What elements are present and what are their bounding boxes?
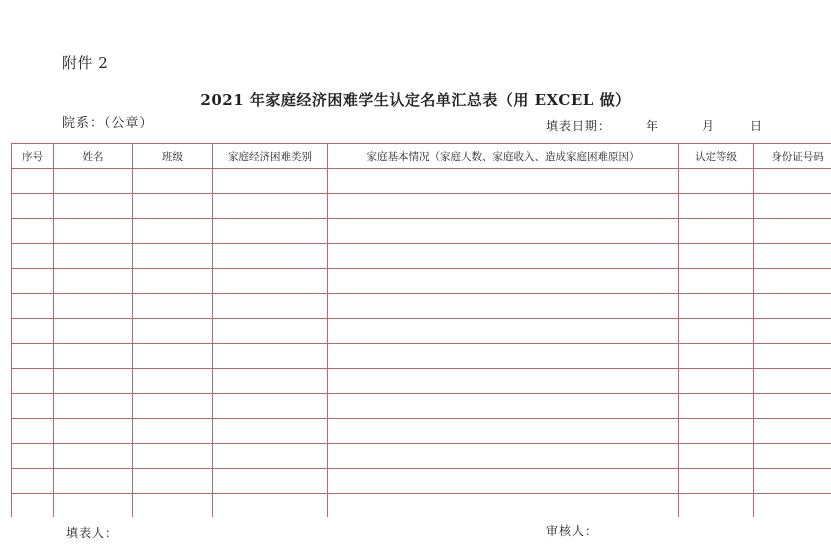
table-cell[interactable] xyxy=(54,419,133,444)
table-cell[interactable] xyxy=(328,219,679,244)
department-label: 院系：（公章） xyxy=(62,116,154,131)
table-cell[interactable] xyxy=(133,444,213,469)
table-cell[interactable] xyxy=(12,469,54,494)
table-cell[interactable] xyxy=(328,194,679,219)
table-cell[interactable] xyxy=(328,419,679,444)
table-cell[interactable] xyxy=(754,219,831,244)
table-cell[interactable] xyxy=(328,444,679,469)
table-row xyxy=(12,269,831,294)
table-row xyxy=(12,419,831,444)
table-cell[interactable] xyxy=(213,169,328,194)
col-header-family-situation: 家庭基本情况（家庭人数、家庭收入、造成家庭困难原因） xyxy=(328,144,679,169)
table-cell[interactable] xyxy=(213,494,328,518)
table-cell[interactable] xyxy=(679,494,754,518)
summary-table xyxy=(11,143,831,517)
table-cell[interactable] xyxy=(133,294,213,319)
table-cell[interactable] xyxy=(754,444,831,469)
table-cell[interactable] xyxy=(12,194,54,219)
table-row xyxy=(12,194,831,219)
table-cell[interactable] xyxy=(679,419,754,444)
table-cell[interactable] xyxy=(12,294,54,319)
table-cell[interactable] xyxy=(328,319,679,344)
fill-date-day: 日 xyxy=(750,119,764,133)
table-cell[interactable] xyxy=(328,394,679,419)
table-cell[interactable] xyxy=(679,469,754,494)
table-cell[interactable] xyxy=(328,344,679,369)
table-cell[interactable] xyxy=(133,269,213,294)
table-cell[interactable] xyxy=(328,244,679,269)
table-cell[interactable] xyxy=(679,194,754,219)
table-cell[interactable] xyxy=(328,169,679,194)
table-cell[interactable] xyxy=(54,269,133,294)
fill-date-month: 月 xyxy=(702,119,716,133)
table-cell[interactable] xyxy=(133,369,213,394)
table-row xyxy=(12,219,831,244)
table-cell[interactable] xyxy=(54,344,133,369)
table-cell[interactable] xyxy=(328,294,679,319)
table-cell[interactable] xyxy=(754,244,831,269)
table-cell[interactable] xyxy=(54,294,133,319)
table-cell[interactable] xyxy=(12,269,54,294)
table-cell[interactable] xyxy=(328,369,679,394)
table-cell[interactable] xyxy=(12,494,54,518)
table-cell[interactable] xyxy=(12,369,54,394)
col-header-class: 班级 xyxy=(133,144,213,169)
table-cell[interactable] xyxy=(213,444,328,469)
table-cell[interactable] xyxy=(213,219,328,244)
table-cell[interactable] xyxy=(12,219,54,244)
table-cell[interactable] xyxy=(12,419,54,444)
table-cell[interactable] xyxy=(54,394,133,419)
table-cell[interactable] xyxy=(12,169,54,194)
fill-date-year: 年 xyxy=(646,119,660,133)
table-cell[interactable] xyxy=(213,294,328,319)
table-cell[interactable] xyxy=(328,494,679,518)
table-cell[interactable] xyxy=(754,394,831,419)
table-cell[interactable] xyxy=(133,344,213,369)
table-cell[interactable] xyxy=(12,244,54,269)
table-cell[interactable] xyxy=(133,319,213,344)
table-cell[interactable] xyxy=(679,269,754,294)
table-cell[interactable] xyxy=(679,294,754,319)
table-cell[interactable] xyxy=(12,444,54,469)
table-cell[interactable] xyxy=(754,369,831,394)
reviewer-label: 审核人： xyxy=(546,524,599,538)
table-cell[interactable] xyxy=(12,394,54,419)
table-cell[interactable] xyxy=(12,319,54,344)
table-cell[interactable] xyxy=(133,469,213,494)
table-cell[interactable] xyxy=(754,194,831,219)
table-cell[interactable] xyxy=(12,344,54,369)
table-row xyxy=(12,469,831,494)
fill-date-label: 填表日期： xyxy=(546,119,612,133)
table-cell[interactable] xyxy=(213,319,328,344)
table-cell[interactable] xyxy=(54,244,133,269)
table-cell[interactable] xyxy=(213,419,328,444)
table-cell[interactable] xyxy=(133,219,213,244)
table-cell[interactable] xyxy=(54,169,133,194)
table-row xyxy=(12,494,831,518)
annex-label: 附件 2 xyxy=(62,54,109,72)
filler-label: 填表人： xyxy=(66,526,119,540)
table-cell[interactable] xyxy=(133,244,213,269)
table-body xyxy=(12,169,831,518)
table-cell[interactable] xyxy=(54,494,133,518)
page-title: 2021 年家庭经济困难学生认定名单汇总表（用 EXCEL 做） xyxy=(200,91,631,109)
table-cell[interactable] xyxy=(679,219,754,244)
table-cell[interactable] xyxy=(133,169,213,194)
table-cell[interactable] xyxy=(213,469,328,494)
table-cell[interactable] xyxy=(679,319,754,344)
table-row xyxy=(12,369,831,394)
table-cell[interactable] xyxy=(754,344,831,369)
table-cell[interactable] xyxy=(213,369,328,394)
table-cell[interactable] xyxy=(679,244,754,269)
table-cell[interactable] xyxy=(54,469,133,494)
table-cell[interactable] xyxy=(754,294,831,319)
table-cell[interactable] xyxy=(754,169,831,194)
table-cell[interactable] xyxy=(133,194,213,219)
table-row xyxy=(12,444,831,469)
table-cell[interactable] xyxy=(328,269,679,294)
table-cell[interactable] xyxy=(133,394,213,419)
table-row xyxy=(12,169,831,194)
table-cell[interactable] xyxy=(679,444,754,469)
table-cell[interactable] xyxy=(754,494,831,518)
table-cell[interactable] xyxy=(754,469,831,494)
table-cell[interactable] xyxy=(213,244,328,269)
table-cell[interactable] xyxy=(754,269,831,294)
table-cell[interactable] xyxy=(754,319,831,344)
table-row xyxy=(12,244,831,269)
table-cell[interactable] xyxy=(133,419,213,444)
table-cell[interactable] xyxy=(754,419,831,444)
col-header-hardship-category: 家庭经济困难类别 xyxy=(213,144,328,169)
col-header-level: 认定等级 xyxy=(679,144,754,169)
table-cell[interactable] xyxy=(54,194,133,219)
table-cell[interactable] xyxy=(213,344,328,369)
table-cell[interactable] xyxy=(54,219,133,244)
table-cell[interactable] xyxy=(328,469,679,494)
table-cell[interactable] xyxy=(679,394,754,419)
table-cell[interactable] xyxy=(54,444,133,469)
summary-table-wrapper xyxy=(11,143,831,517)
table-row xyxy=(12,344,831,369)
table-header-row xyxy=(12,144,831,169)
table-row xyxy=(12,394,831,419)
table-cell[interactable] xyxy=(213,194,328,219)
table-cell[interactable] xyxy=(54,319,133,344)
table-row xyxy=(12,294,831,319)
table-cell[interactable] xyxy=(679,169,754,194)
table-cell[interactable] xyxy=(213,394,328,419)
table-cell[interactable] xyxy=(54,369,133,394)
table-cell[interactable] xyxy=(213,269,328,294)
col-header-name: 姓名 xyxy=(54,144,133,169)
table-cell[interactable] xyxy=(679,344,754,369)
col-header-id-number: 身份证号码 xyxy=(754,144,831,169)
table-cell[interactable] xyxy=(679,369,754,394)
table-cell[interactable] xyxy=(133,494,213,518)
col-header-index: 序号 xyxy=(12,144,54,169)
table-row xyxy=(12,319,831,344)
